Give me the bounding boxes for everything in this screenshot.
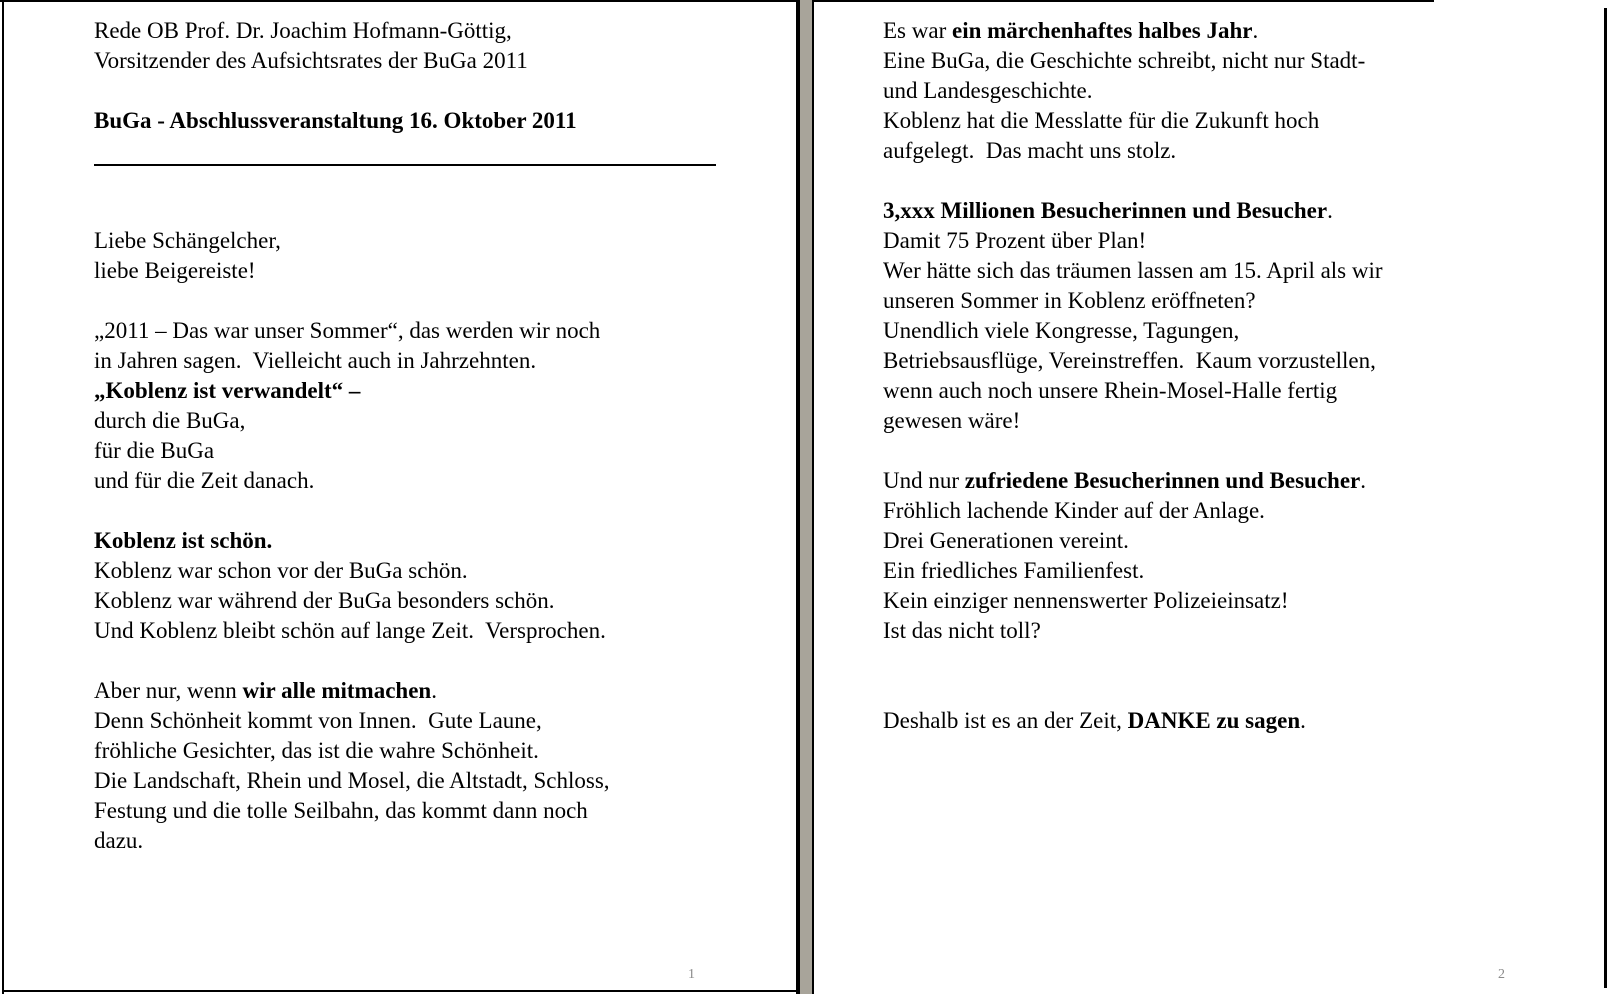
text-line bbox=[94, 736, 716, 766]
text-run: Wer hätte sich das träumen lassen am 15. April als wir bbox=[883, 258, 1383, 283]
text-line bbox=[94, 196, 716, 226]
text-line bbox=[883, 376, 1505, 406]
text-line bbox=[883, 256, 1505, 286]
text-run: Damit 75 Prozent über Plan! bbox=[883, 228, 1147, 253]
text-line bbox=[94, 346, 716, 376]
text-line bbox=[94, 106, 716, 136]
text-line bbox=[883, 616, 1505, 646]
text-line bbox=[883, 46, 1505, 76]
text-run: unseren Sommer in Koblenz eröffneten? bbox=[883, 288, 1256, 313]
text-run: Kein einziger nennenswerter Polizeieinsatz! bbox=[883, 588, 1289, 613]
text-line bbox=[883, 526, 1505, 556]
text-run: . bbox=[1252, 18, 1259, 43]
page-1-bottom-border bbox=[2, 990, 798, 992]
text-run: . bbox=[431, 678, 437, 703]
text-run: . bbox=[1300, 708, 1306, 733]
text-line bbox=[94, 496, 716, 526]
text-run: Eine BuGa, die Geschichte schreibt, nicht nur Stadt- bbox=[883, 48, 1366, 73]
text-run: liebe Beigereiste! bbox=[94, 258, 256, 283]
text-line bbox=[94, 316, 716, 346]
text-line bbox=[883, 556, 1505, 586]
text-line bbox=[94, 766, 716, 796]
text-line bbox=[883, 316, 1505, 346]
bold-text-run: wir alle mitmachen bbox=[242, 678, 432, 703]
text-line bbox=[883, 646, 1505, 676]
page-2-text-column bbox=[883, 16, 1505, 736]
bold-text-run: 3,xxx Millionen Besucherinnen und Besucher bbox=[883, 198, 1328, 223]
text-run: Aber nur, wenn bbox=[94, 678, 243, 703]
text-line bbox=[94, 616, 716, 646]
text-run: Liebe Schängelcher, bbox=[94, 228, 281, 253]
text-line bbox=[94, 286, 716, 316]
text-run: durch die BuGa, bbox=[94, 408, 246, 433]
text-run: Betriebsausflüge, Vereinstreffen. Kaum vorzustellen, bbox=[883, 348, 1376, 373]
text-line bbox=[94, 256, 716, 286]
text-run: Koblenz war während der BuGa besonders schön. bbox=[94, 588, 555, 613]
text-run: Koblenz hat die Messlatte für die Zukunft hoch bbox=[883, 108, 1320, 133]
text-line bbox=[883, 196, 1505, 226]
text-line bbox=[94, 676, 716, 706]
text-run: Es war bbox=[883, 18, 952, 43]
text-line bbox=[883, 586, 1505, 616]
text-run: . bbox=[1327, 198, 1333, 223]
text-line bbox=[883, 706, 1505, 736]
text-run: gewesen wäre! bbox=[883, 408, 1021, 433]
text-run: Deshalb ist es an der Zeit, bbox=[883, 708, 1128, 733]
text-line bbox=[94, 406, 716, 436]
text-run: fröhliche Gesichter, das ist die wahre Schönheit. bbox=[94, 738, 539, 763]
text-run: wenn auch noch unsere Rhein-Mosel-Halle fertig bbox=[883, 378, 1338, 403]
text-line bbox=[94, 226, 716, 256]
text-run: Koblenz war schon vor der BuGa schön. bbox=[94, 558, 468, 583]
text-line bbox=[94, 166, 716, 196]
page-2-number: 2 bbox=[1498, 967, 1505, 982]
text-line bbox=[94, 16, 716, 46]
text-line bbox=[94, 826, 716, 856]
text-run: dazu. bbox=[94, 828, 144, 853]
text-run: „2011 – Das war unser Sommer“, das werden wir noch bbox=[94, 318, 601, 343]
page-2-right-border bbox=[1604, 8, 1607, 988]
page-1-left-border bbox=[2, 0, 4, 994]
text-line bbox=[883, 226, 1505, 256]
text-line bbox=[94, 376, 716, 406]
text-run: Denn Schönheit kommt von Innen. Gute Laune, bbox=[94, 708, 542, 733]
text-line bbox=[883, 76, 1505, 106]
text-run: Und Koblenz bleibt schön auf lange Zeit. Versprochen. bbox=[94, 618, 606, 643]
bold-text-run: „Koblenz ist verwandelt“ – bbox=[94, 378, 361, 403]
text-run: Ein friedliches Familienfest. bbox=[883, 558, 1145, 583]
text-run: Ist das nicht toll? bbox=[883, 618, 1041, 643]
gutter-right-border bbox=[812, 0, 814, 994]
text-run: Vorsitzender des Aufsichtsrates der BuGa 2011 bbox=[94, 48, 528, 73]
text-line bbox=[94, 796, 716, 826]
text-line bbox=[94, 526, 716, 556]
text-run: Fröhlich lachende Kinder auf der Anlage. bbox=[883, 498, 1265, 523]
text-line bbox=[883, 166, 1505, 196]
page-gutter bbox=[800, 0, 812, 994]
horizontal-rule bbox=[94, 136, 716, 166]
text-line bbox=[94, 706, 716, 736]
page-top-border bbox=[0, 0, 1434, 2]
text-line bbox=[883, 16, 1505, 46]
text-run: Drei Generationen vereint. bbox=[883, 528, 1129, 553]
bold-text-run: BuGa - Abschlussveranstaltung 16. Oktober 2011 bbox=[94, 108, 577, 133]
text-line bbox=[94, 586, 716, 616]
text-run: Die Landschaft, Rhein und Mosel, die Altstadt, Schloss, bbox=[94, 768, 610, 793]
text-line bbox=[94, 76, 716, 106]
text-run: Festung und die tolle Seilbahn, das kommt dann noch bbox=[94, 798, 588, 823]
text-line bbox=[883, 106, 1505, 136]
bold-text-run: DANKE zu sagen bbox=[1127, 708, 1301, 733]
text-run: und für die Zeit danach. bbox=[94, 468, 315, 493]
bold-text-run: zufriedene Besucherinnen und Besucher bbox=[964, 468, 1361, 493]
text-line bbox=[883, 136, 1505, 166]
text-run: und Landesgeschichte. bbox=[883, 78, 1093, 103]
page-1-number: 1 bbox=[688, 967, 695, 982]
text-line bbox=[883, 496, 1505, 526]
text-line bbox=[883, 676, 1505, 706]
text-line bbox=[94, 556, 716, 586]
text-line bbox=[94, 436, 716, 466]
text-run: Und nur bbox=[883, 468, 965, 493]
text-line bbox=[883, 466, 1505, 496]
bold-text-run: ein märchenhaftes halbes Jahr bbox=[951, 18, 1253, 43]
text-run: in Jahren sagen. Vielleicht auch in Jahrzehnten. bbox=[94, 348, 537, 373]
bold-text-run: Koblenz ist schön. bbox=[94, 528, 273, 553]
text-run: für die BuGa bbox=[94, 438, 215, 463]
text-run: aufgelegt. Das macht uns stolz. bbox=[883, 138, 1177, 163]
text-run: Rede OB Prof. Dr. Joachim Hofmann-Göttig, bbox=[94, 18, 512, 43]
text-run: . bbox=[1360, 468, 1367, 493]
text-line bbox=[883, 286, 1505, 316]
text-line bbox=[94, 466, 716, 496]
text-line bbox=[94, 646, 716, 676]
page-1-text-column bbox=[94, 16, 716, 856]
text-line bbox=[94, 46, 716, 76]
text-line bbox=[883, 436, 1505, 466]
text-run: Unendlich viele Kongresse, Tagungen, bbox=[883, 318, 1240, 343]
text-line bbox=[883, 406, 1505, 436]
text-line bbox=[883, 346, 1505, 376]
